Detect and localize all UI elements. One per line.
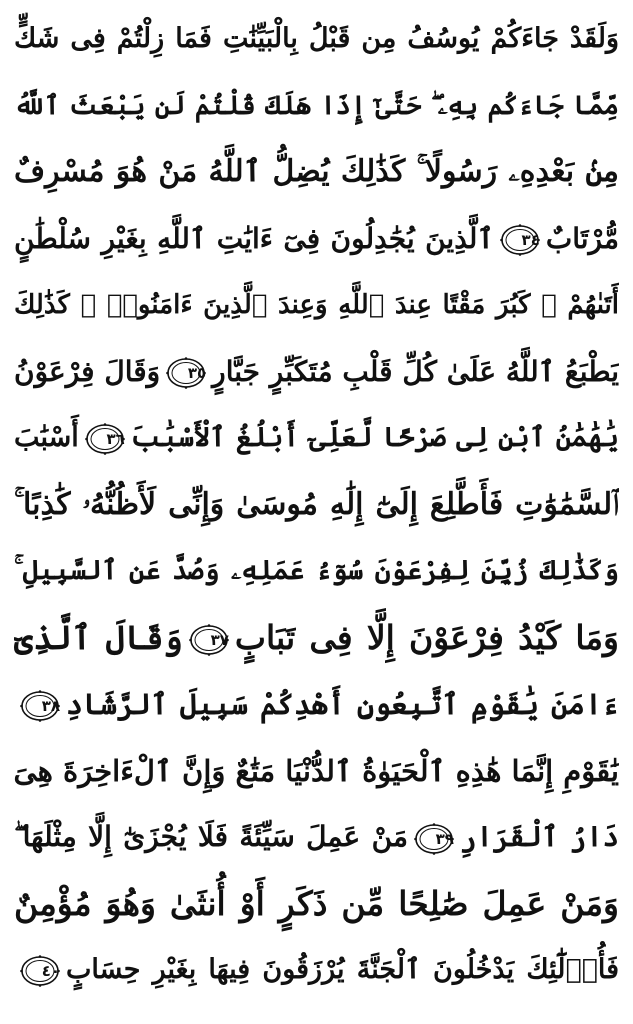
text-line bbox=[14, 206, 619, 273]
verse-text: مِّمَّا جَاءَكُم بِهِۦ ۖ حَتَّىٰٓ إِذَا هَلَكَ قُلْتُمْ لَن يَبْعَثَ ٱللَّهُ bbox=[14, 90, 619, 121]
text-line bbox=[14, 937, 619, 1004]
ayah-end-marker bbox=[189, 624, 229, 656]
verse-text: يَٰقَوْمِ إِنَّمَا هَٰذِهِ ٱلْحَيَوٰةُ ٱلدُّنْيَا مَتَٰعٌ وَإِنَّ ٱلْءَاخِرَةَ هِىَ bbox=[14, 753, 619, 788]
verse-text: يَطْبَعُ ٱللَّهُ عَلَىٰ كُلِّ قَلْبِ مُتَكَبِّرٍ جَبَّارٍ bbox=[212, 354, 619, 388]
verse-text: أَسْبَٰبَ bbox=[14, 422, 79, 453]
ayah-number: ٣٨ bbox=[41, 697, 60, 715]
ayah-number: ٤٠ bbox=[41, 961, 60, 980]
verse-text: دَارُ ٱلْقَرَارِ bbox=[459, 820, 619, 853]
text-line bbox=[14, 6, 619, 73]
ayah-number: ٣٥ bbox=[187, 364, 207, 382]
quran-text-block bbox=[14, 6, 619, 1004]
text-line bbox=[14, 871, 619, 938]
verse-text: ءَامَنَ يَٰقَوْمِ ٱتَّبِعُونِ أَهْدِكُمْ سَبِيلَ ٱلرَّشَادِ bbox=[66, 687, 619, 721]
ayah-end-marker bbox=[20, 955, 60, 987]
ayah-number: ٣٧ bbox=[210, 630, 229, 649]
ayah-end-marker bbox=[166, 357, 206, 389]
text-line bbox=[14, 804, 619, 871]
text-line bbox=[14, 605, 619, 672]
text-line bbox=[14, 272, 619, 339]
verse-text: وَمَنْ عَمِلَ صَٰلِحًا مِّن ذَكَرٍ أَوْ أُنثَىٰ وَهُوَ مُؤْمِنٌ bbox=[14, 883, 619, 923]
text-line bbox=[14, 738, 619, 805]
verse-text: وَكَذَٰلِكَ زُيِّنَ لِفِرْعَوْنَ سُوٓءُ عَمَلِهِۦ وَصُدَّ عَنِ ٱلسَّبِيلِ ۚ bbox=[14, 555, 619, 586]
verse-text: وَمَا كَيْدُ فِرْعَوْنَ إِلَّا فِى تَبَابٍ bbox=[234, 617, 619, 657]
verse-text: ٱلسَّمَٰوَٰتِ فَأَطَّلِعَ إِلَىٰٓ إِلَٰهِ مُوسَىٰ وَإِنِّى لَأَظُنُّهُۥ كَٰذِبًا ۚ bbox=[14, 486, 619, 522]
text-line bbox=[14, 339, 619, 406]
ayah-number: ٣٤ bbox=[521, 231, 540, 249]
text-line bbox=[14, 671, 619, 738]
text-line bbox=[14, 405, 619, 472]
verse-text: وَقَالَ ٱلَّذِىٓ bbox=[14, 617, 183, 657]
text-line bbox=[14, 472, 619, 539]
ayah-end-marker bbox=[20, 690, 60, 722]
verse-text: يَٰهَٰمَٰنُ ٱبْنِ لِى صَرْحًا لَّعَلِّىٓ أَبْلُغُ ٱلْأَسْبَٰبَ bbox=[130, 422, 619, 453]
ayah-end-marker bbox=[414, 823, 454, 855]
ayah-end-marker bbox=[85, 423, 125, 455]
ayah-end-marker bbox=[500, 224, 540, 256]
verse-text: مُّرْتَابٌ bbox=[545, 221, 619, 255]
verse-text: وَلَقَدْ جَاءَكُمْ يُوسُفُ مِن قَبْلُ بِالْبَيِّنَٰتِ فَمَا زِلْتُمْ فِى شَكٍّ bbox=[14, 23, 619, 54]
text-line bbox=[14, 139, 619, 206]
verse-text: وَقَالَ فِرْعَوْنُ bbox=[14, 354, 161, 388]
verse-text: مَنْ عَمِلَ سَيِّئَةً فَلَا يُجْزَىٰٓ إِلَّا مِثْلَهَا ۖ bbox=[14, 820, 408, 853]
ayah-number: ٣٦ bbox=[106, 429, 125, 448]
verse-text: ٱلَّذِينَ يُجَٰدِلُونَ فِىٓ ءَايَٰتِ ٱللَّهِ بِغَيْرِ سُلْطَٰنٍ bbox=[14, 221, 494, 255]
verse-text: فَأُو۟لَٰٓئِكَ يَدْخُلُونَ ٱلْجَنَّةَ يُرْزَقُونَ فِيهَا بِغَيْرِ حِسَابٍ bbox=[66, 954, 619, 985]
verse-text: أَتَىٰهُمْ ۖ كَبُرَ مَقْتًا عِندَ ٱللَّهِ وَعِندَ ٱلَّذِينَ ءَامَنُوا۟ ۚ كَذَٰلِكَ bbox=[14, 290, 619, 320]
text-line bbox=[14, 538, 619, 605]
text-line bbox=[14, 73, 619, 140]
verse-text: مِنۢ بَعْدِهِۦ رَسُولًا ۚ كَذَٰلِكَ يُضِلُّ ٱللَّهُ مَنْ هُوَ مُسْرِفٌ bbox=[14, 154, 619, 189]
ayah-number: ٣٩ bbox=[435, 829, 454, 848]
